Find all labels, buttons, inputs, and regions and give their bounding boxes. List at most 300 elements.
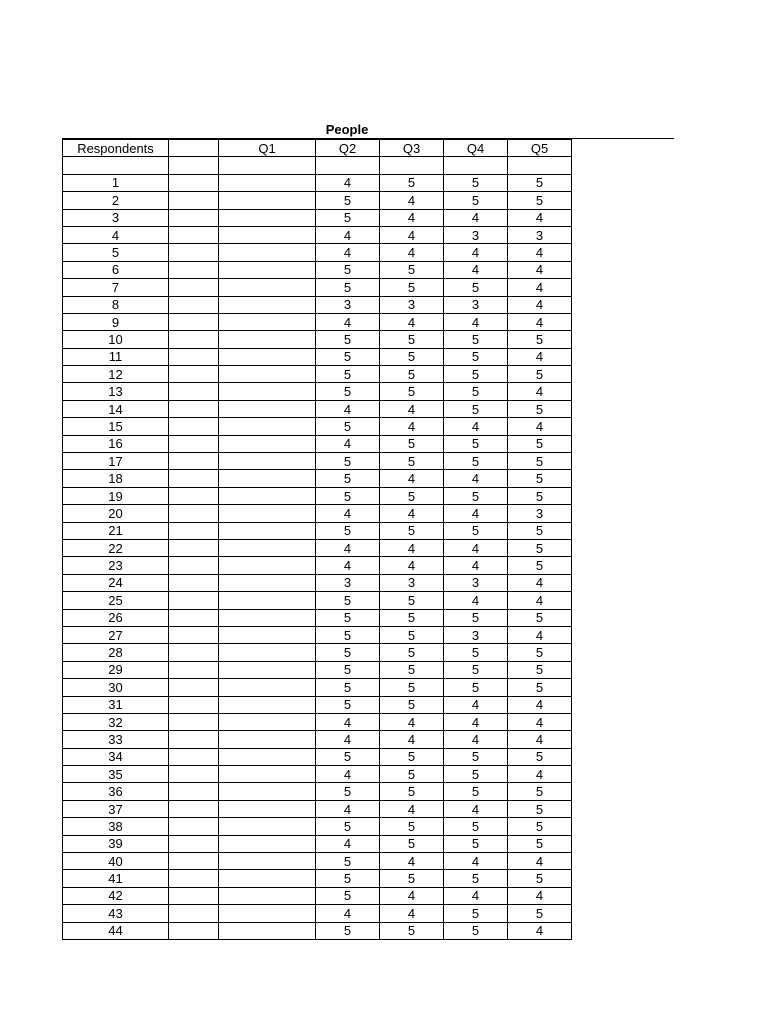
q1-cell [219,244,316,261]
blank-cell [169,574,219,591]
q3-cell: 4 [380,505,444,522]
q1-cell [219,226,316,243]
q4-cell: 5 [444,435,508,452]
q5-cell: 5 [508,192,572,209]
table-row [63,261,572,278]
q1-cell [219,192,316,209]
q4-cell: 5 [444,366,508,383]
blank-cell [169,800,219,817]
table-row [63,296,572,313]
respondent-cell: 3 [63,209,169,226]
q5-cell: 5 [508,783,572,800]
q1-cell [219,487,316,504]
blank-cell [169,226,219,243]
q3-cell: 5 [380,609,444,626]
respondent-cell: 35 [63,766,169,783]
respondent-cell: 30 [63,679,169,696]
table-row [63,644,572,661]
q5-cell: 5 [508,748,572,765]
q4-cell: 4 [444,696,508,713]
q4-cell: 5 [444,348,508,365]
respondent-cell: 12 [63,366,169,383]
table-row [63,835,572,852]
q2-cell: 4 [316,766,380,783]
q1-cell [219,748,316,765]
q5-cell: 5 [508,435,572,452]
q2-cell: 5 [316,383,380,400]
blank-cell [169,713,219,730]
respondent-cell: 41 [63,870,169,887]
q5-cell: 5 [508,679,572,696]
q4-cell: 5 [444,644,508,661]
q1-cell [219,539,316,556]
header-q2: Q2 [316,140,380,157]
q3-cell: 4 [380,853,444,870]
q3-cell: 4 [380,557,444,574]
q2-cell: 4 [316,557,380,574]
respondent-cell: 22 [63,539,169,556]
table-row [63,748,572,765]
q2-cell: 4 [316,731,380,748]
q3-cell: 5 [380,626,444,643]
q1-cell [219,557,316,574]
q2-cell: 4 [316,905,380,922]
q4-cell: 5 [444,748,508,765]
q1-cell [219,887,316,904]
q2-cell: 5 [316,592,380,609]
q1-cell [219,453,316,470]
q4-cell: 4 [444,731,508,748]
q2-cell: 5 [316,696,380,713]
q4-cell: 4 [444,505,508,522]
table-cell [380,157,444,174]
table-row [63,522,572,539]
q2-cell: 4 [316,713,380,730]
q4-cell: 3 [444,226,508,243]
blank-cell [169,661,219,678]
q1-cell [219,835,316,852]
blank-cell [169,383,219,400]
blank-cell [169,679,219,696]
q1-cell [219,696,316,713]
q5-cell: 4 [508,296,572,313]
q4-cell: 5 [444,679,508,696]
q2-cell: 4 [316,226,380,243]
q1-cell [219,783,316,800]
q2-cell: 3 [316,296,380,313]
blank-cell [169,244,219,261]
table-row [63,470,572,487]
q4-cell: 5 [444,174,508,191]
q4-cell: 5 [444,905,508,922]
q5-cell: 5 [508,661,572,678]
q1-cell [219,435,316,452]
q4-cell: 5 [444,279,508,296]
q5-cell: 4 [508,626,572,643]
q2-cell: 5 [316,418,380,435]
q3-cell: 5 [380,435,444,452]
q2-cell: 5 [316,453,380,470]
q3-cell: 4 [380,313,444,330]
respondent-cell: 36 [63,783,169,800]
blank-cell [169,748,219,765]
blank-cell [169,279,219,296]
header-q1: Q1 [219,140,316,157]
table-row [63,592,572,609]
table-row [63,453,572,470]
blank-cell [169,818,219,835]
q3-cell: 5 [380,383,444,400]
q3-cell: 5 [380,366,444,383]
blank-cell [169,539,219,556]
table-cell [508,157,572,174]
q4-cell: 5 [444,522,508,539]
table-row [63,818,572,835]
q4-cell: 5 [444,609,508,626]
q4-cell: 4 [444,470,508,487]
q1-cell [219,209,316,226]
q3-cell: 3 [380,574,444,591]
respondent-cell: 37 [63,800,169,817]
respondent-cell: 44 [63,922,169,939]
q1-cell [219,713,316,730]
q5-cell: 5 [508,366,572,383]
blank-cell [169,209,219,226]
table-row [63,696,572,713]
q1-cell [219,174,316,191]
table-row [63,209,572,226]
q3-cell: 5 [380,870,444,887]
q3-cell: 5 [380,453,444,470]
q4-cell: 5 [444,331,508,348]
blank-cell [169,557,219,574]
respondent-cell: 27 [63,626,169,643]
q1-cell [219,296,316,313]
table-row [63,226,572,243]
respondent-cell: 9 [63,313,169,330]
q4-cell: 4 [444,713,508,730]
q2-cell: 5 [316,818,380,835]
q2-cell: 5 [316,626,380,643]
q1-cell [219,905,316,922]
q1-cell [219,818,316,835]
table-row [63,626,572,643]
q4-cell: 5 [444,818,508,835]
header-q5: Q5 [508,140,572,157]
table-row [63,174,572,191]
q2-cell: 5 [316,522,380,539]
q5-cell: 4 [508,887,572,904]
q3-cell: 5 [380,661,444,678]
q5-cell: 5 [508,870,572,887]
q2-cell: 5 [316,279,380,296]
header-blank [169,140,219,157]
q1-cell [219,313,316,330]
table-cell [169,157,219,174]
q3-cell: 5 [380,783,444,800]
respondent-cell: 10 [63,331,169,348]
q5-cell: 4 [508,348,572,365]
table-row [63,383,572,400]
table-row [63,766,572,783]
q3-cell: 4 [380,244,444,261]
q1-cell [219,661,316,678]
q3-cell: 4 [380,800,444,817]
q3-cell: 5 [380,592,444,609]
q3-cell: 5 [380,279,444,296]
blank-cell [169,626,219,643]
header-q4: Q4 [444,140,508,157]
table-cell [316,157,380,174]
q2-cell: 5 [316,261,380,278]
q1-cell [219,592,316,609]
q1-cell [219,644,316,661]
q4-cell: 4 [444,209,508,226]
respondent-cell: 29 [63,661,169,678]
blank-cell [169,870,219,887]
blank-cell [169,348,219,365]
q3-cell: 5 [380,679,444,696]
q3-cell: 5 [380,522,444,539]
q5-cell: 5 [508,557,572,574]
q5-cell: 4 [508,261,572,278]
q2-cell: 5 [316,609,380,626]
table-row [63,574,572,591]
respondent-cell: 2 [63,192,169,209]
respondent-cell: 39 [63,835,169,852]
header-row [63,140,572,157]
table-row [63,661,572,678]
respondent-cell: 4 [63,226,169,243]
q2-cell: 5 [316,470,380,487]
q4-cell: 4 [444,418,508,435]
table-row [63,192,572,209]
table-row [63,366,572,383]
blank-cell [169,453,219,470]
q3-cell: 5 [380,644,444,661]
q5-cell: 5 [508,487,572,504]
q2-cell: 4 [316,435,380,452]
q2-cell: 4 [316,313,380,330]
q5-cell: 4 [508,383,572,400]
q4-cell: 5 [444,383,508,400]
q1-cell [219,626,316,643]
blank-cell [169,313,219,330]
q4-cell: 3 [444,296,508,313]
q5-cell: 5 [508,539,572,556]
q4-cell: 4 [444,853,508,870]
table-cell [444,157,508,174]
q2-cell: 5 [316,783,380,800]
blank-cell [169,853,219,870]
q1-cell [219,853,316,870]
q3-cell: 4 [380,209,444,226]
respondent-cell: 25 [63,592,169,609]
blank-cell [169,887,219,904]
respondent-cell: 40 [63,853,169,870]
q1-cell [219,679,316,696]
blank-cell [169,418,219,435]
table-row [63,244,572,261]
q3-cell: 4 [380,905,444,922]
q4-cell: 4 [444,592,508,609]
q1-cell [219,418,316,435]
q5-cell: 4 [508,922,572,939]
q5-cell: 5 [508,331,572,348]
q1-cell [219,609,316,626]
q5-cell: 4 [508,766,572,783]
q4-cell: 5 [444,922,508,939]
respondent-cell: 16 [63,435,169,452]
blank-cell [169,696,219,713]
blank-cell [169,644,219,661]
q3-cell: 5 [380,922,444,939]
respondent-cell: 42 [63,887,169,904]
q5-cell: 3 [508,226,572,243]
q1-cell [219,331,316,348]
table-row [63,435,572,452]
sheet-title: People [325,122,369,137]
q3-cell: 5 [380,818,444,835]
respondent-cell: 13 [63,383,169,400]
blank-cell [169,609,219,626]
blank-cell [169,174,219,191]
q5-cell: 4 [508,713,572,730]
q2-cell: 4 [316,835,380,852]
q4-cell: 5 [444,661,508,678]
table-row [63,279,572,296]
q1-cell [219,279,316,296]
q4-cell: 4 [444,244,508,261]
q3-cell: 5 [380,748,444,765]
table-cell [63,157,169,174]
q1-cell [219,348,316,365]
q3-cell: 5 [380,174,444,191]
table-row [63,539,572,556]
q4-cell: 3 [444,574,508,591]
q3-cell: 4 [380,400,444,417]
q3-cell: 4 [380,887,444,904]
q2-cell: 5 [316,887,380,904]
q5-cell: 4 [508,853,572,870]
table-row [63,557,572,574]
q3-cell: 4 [380,226,444,243]
q2-cell: 5 [316,366,380,383]
blank-cell [169,905,219,922]
q1-cell [219,731,316,748]
respondent-cell: 19 [63,487,169,504]
table-row [63,505,572,522]
q5-cell: 5 [508,453,572,470]
q3-cell: 4 [380,539,444,556]
table-row [63,313,572,330]
blank-cell [169,400,219,417]
table-cell [219,157,316,174]
blank-cell [169,470,219,487]
q2-cell: 5 [316,870,380,887]
respondent-cell: 5 [63,244,169,261]
q2-cell: 4 [316,800,380,817]
table-row [63,400,572,417]
respondent-cell: 14 [63,400,169,417]
q1-cell [219,470,316,487]
q2-cell: 5 [316,644,380,661]
blank-cell [169,592,219,609]
q3-cell: 5 [380,487,444,504]
respondent-cell: 24 [63,574,169,591]
respondent-cell: 6 [63,261,169,278]
q4-cell: 4 [444,261,508,278]
q3-cell: 4 [380,418,444,435]
responses-table [62,139,572,940]
q2-cell: 5 [316,679,380,696]
q3-cell: 4 [380,731,444,748]
blank-cell [169,296,219,313]
q5-cell: 4 [508,592,572,609]
q1-cell [219,505,316,522]
respondent-cell: 43 [63,905,169,922]
blank-cell [169,261,219,278]
table-row [63,853,572,870]
blank-cell [169,731,219,748]
q1-cell [219,922,316,939]
q4-cell: 4 [444,887,508,904]
blank-cell [169,435,219,452]
respondent-cell: 34 [63,748,169,765]
q2-cell: 5 [316,331,380,348]
q2-cell: 5 [316,487,380,504]
blank-cell [169,766,219,783]
q2-cell: 4 [316,400,380,417]
q1-cell [219,766,316,783]
q1-cell [219,522,316,539]
respondent-cell: 7 [63,279,169,296]
q2-cell: 3 [316,574,380,591]
q4-cell: 4 [444,800,508,817]
q5-cell: 5 [508,818,572,835]
q5-cell: 5 [508,609,572,626]
q4-cell: 4 [444,557,508,574]
respondent-cell: 15 [63,418,169,435]
q5-cell: 3 [508,505,572,522]
table-row [63,870,572,887]
q2-cell: 5 [316,748,380,765]
q1-cell [219,800,316,817]
empty-row [63,157,572,174]
blank-cell [169,192,219,209]
q5-cell: 5 [508,522,572,539]
respondent-cell: 31 [63,696,169,713]
q2-cell: 5 [316,209,380,226]
blank-cell [169,487,219,504]
q2-cell: 5 [316,192,380,209]
q4-cell: 3 [444,626,508,643]
respondent-cell: 1 [63,174,169,191]
respondent-cell: 17 [63,453,169,470]
respondent-cell: 8 [63,296,169,313]
q1-cell [219,400,316,417]
q5-cell: 5 [508,835,572,852]
q4-cell: 5 [444,453,508,470]
q2-cell: 5 [316,853,380,870]
q3-cell: 3 [380,296,444,313]
table-row [63,418,572,435]
table-row [63,348,572,365]
q5-cell: 4 [508,279,572,296]
table-row [63,609,572,626]
header-q3: Q3 [380,140,444,157]
q5-cell: 5 [508,470,572,487]
